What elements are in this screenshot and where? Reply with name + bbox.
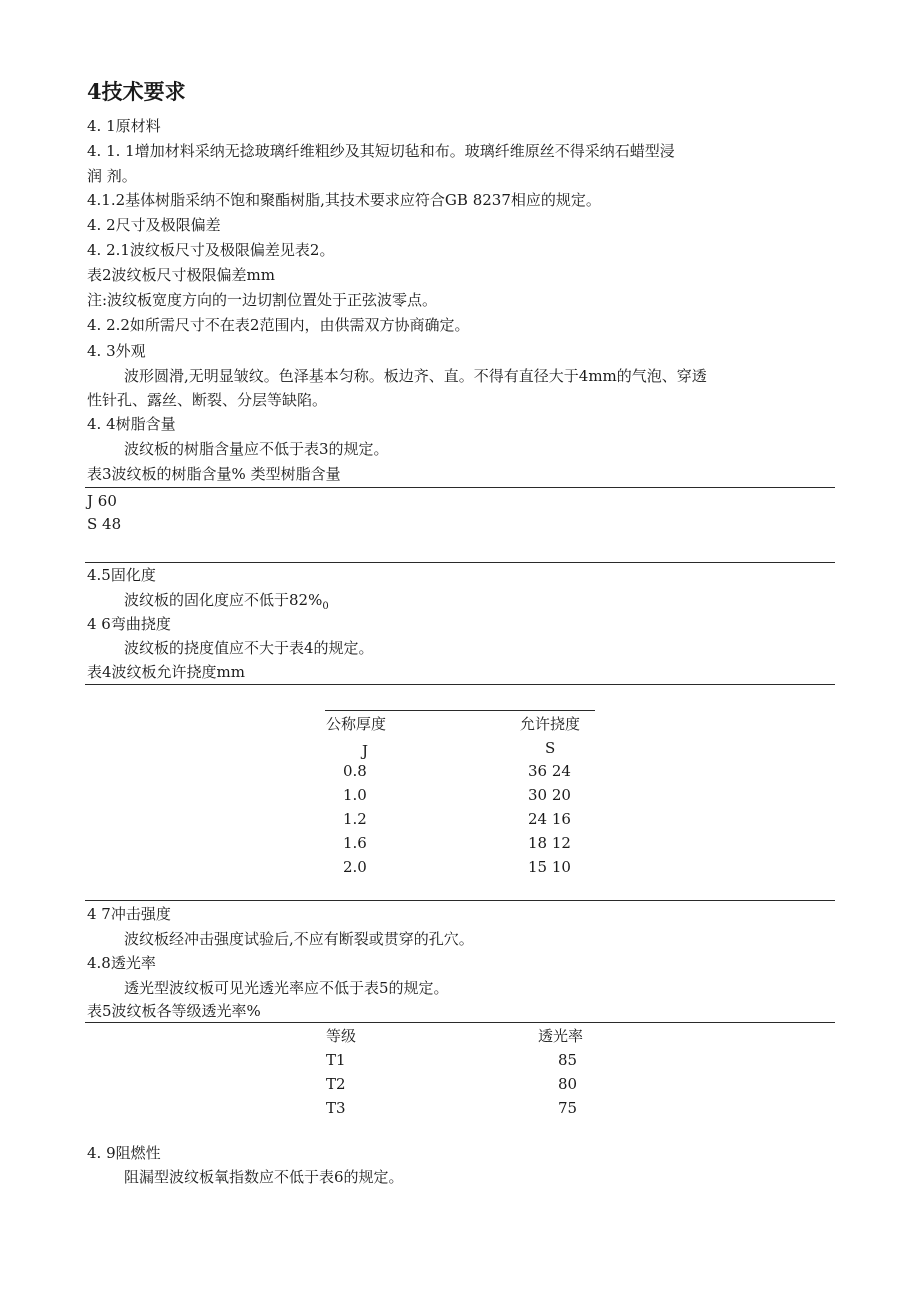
table4-row-thickness: 1.2 bbox=[343, 810, 367, 828]
table3-caption: 表3波纹板的树脂含量% 类型树脂含量 bbox=[87, 465, 341, 483]
para-4-4: 波纹板的树脂含量应不低于表3的规定。 bbox=[124, 440, 389, 458]
table4-caption: 表4波纹板允许挠度mm bbox=[87, 663, 245, 681]
para-4-5-sub: 0 bbox=[322, 601, 329, 612]
table4-row-thickness: 1.6 bbox=[343, 834, 367, 852]
para-4-7: 波纹板经冲击强度试验后,不应有断裂或贯穿的孔穴。 bbox=[124, 930, 474, 948]
table4-sub-j: J bbox=[362, 742, 369, 760]
para-4-2-1: 4. 2.1波纹板尺寸及极限偏差见表2。 bbox=[87, 241, 335, 259]
para-4-3-line2: 性针孔、露丝、断裂、分层等缺陷。 bbox=[87, 391, 328, 409]
heading-4-4: 4. 4树脂含量 bbox=[87, 415, 176, 433]
para-4-2-2: 4. 2.2如所需尺寸不在表2范围内，由供需双方协商确定。 bbox=[87, 316, 470, 334]
heading-4-5: 4.5固化度 bbox=[87, 566, 156, 584]
table4-row-thickness: 2.0 bbox=[343, 858, 367, 876]
table3-row-j: J 60 bbox=[87, 492, 117, 510]
table5-header-grade: 等级 bbox=[326, 1027, 357, 1045]
table5-caption: 表5波纹板各等级透光率% bbox=[87, 1002, 261, 1020]
heading-4-9: 4. 9阻燃性 bbox=[87, 1144, 161, 1162]
table5-row-grade: T1 bbox=[326, 1051, 346, 1069]
para-4-8: 透光型波纹板可见光透光率应不低于表5的规定。 bbox=[124, 979, 449, 997]
table4-row-deflection: 18 12 bbox=[528, 834, 571, 852]
table4-row-deflection: 30 20 bbox=[528, 786, 571, 804]
table5-row-value: 85 bbox=[558, 1051, 578, 1069]
table4-header-thickness: 公称厚度 bbox=[326, 715, 387, 733]
table5-row-grade: T3 bbox=[326, 1099, 346, 1117]
table4-header-rule bbox=[325, 710, 595, 711]
note-line: 注:波纹板宽度方向的一边切割位置处于正弦波零点。 bbox=[87, 291, 438, 309]
table4-row-thickness: 1.0 bbox=[343, 786, 367, 804]
heading-4-7: 4 7冲击强度 bbox=[87, 905, 171, 923]
para-4-1-1-line1: 4. 1. 1增加材料采纳无捻玻璃纤维粗纱及其短切毡和布。玻璃纤维原丝不得采纳石蜡型浸 bbox=[87, 142, 675, 160]
section-title: 4技术要求 bbox=[87, 79, 186, 104]
table5-row-grade: T2 bbox=[326, 1075, 346, 1093]
table5-row-value: 80 bbox=[558, 1075, 578, 1093]
table4-row-deflection: 36 24 bbox=[528, 762, 571, 780]
table4-sub-s: S bbox=[545, 739, 556, 757]
table5-top-rule bbox=[85, 1022, 835, 1023]
table3-row-s: S 48 bbox=[87, 515, 122, 533]
table4-row-deflection: 15 10 bbox=[528, 858, 571, 876]
table4-row-deflection: 24 16 bbox=[528, 810, 571, 828]
para-4-9: 阻漏型波纹板氧指数应不低于表6的规定。 bbox=[124, 1168, 404, 1186]
para-4-1-1-line2: 润 剂。 bbox=[87, 167, 137, 185]
table3-top-rule bbox=[85, 487, 835, 488]
heading-4-2: 4. 2尺寸及极限偏差 bbox=[87, 216, 221, 234]
para-4-3-line1: 波形圆滑,无明显皱纹。色泽基本匀称。板边齐、直。不得有直径大于4mm的气泡、穿透 bbox=[124, 367, 707, 385]
table5-header-transmittance: 透光率 bbox=[538, 1027, 584, 1045]
heading-4-3: 4. 3外观 bbox=[87, 342, 146, 360]
table4-row-thickness: 0.8 bbox=[343, 762, 367, 780]
para-4-6: 波纹板的挠度值应不大于表4的规定。 bbox=[124, 639, 374, 657]
heading-4-8: 4.8透光率 bbox=[87, 954, 156, 972]
table4-bottom-rule bbox=[85, 900, 835, 901]
table5-row-value: 75 bbox=[558, 1099, 578, 1117]
para-4-1-2: 4.1.2基体树脂采纳不饱和聚酯树脂,其技术要求应符合GB 8237相应的规定。 bbox=[87, 191, 601, 209]
table4-top-rule bbox=[85, 684, 835, 685]
heading-4-1: 4. 1原材料 bbox=[87, 117, 161, 135]
heading-4-6: 4 6弯曲挠度 bbox=[87, 615, 171, 633]
table4-header-deflection: 允许挠度 bbox=[520, 715, 581, 733]
table2-caption: 表2波纹板尺寸极限偏差mm bbox=[87, 266, 275, 284]
para-4-5-text: 波纹板的固化度应不低于82% bbox=[124, 591, 323, 609]
table3-bottom-rule bbox=[85, 562, 835, 563]
